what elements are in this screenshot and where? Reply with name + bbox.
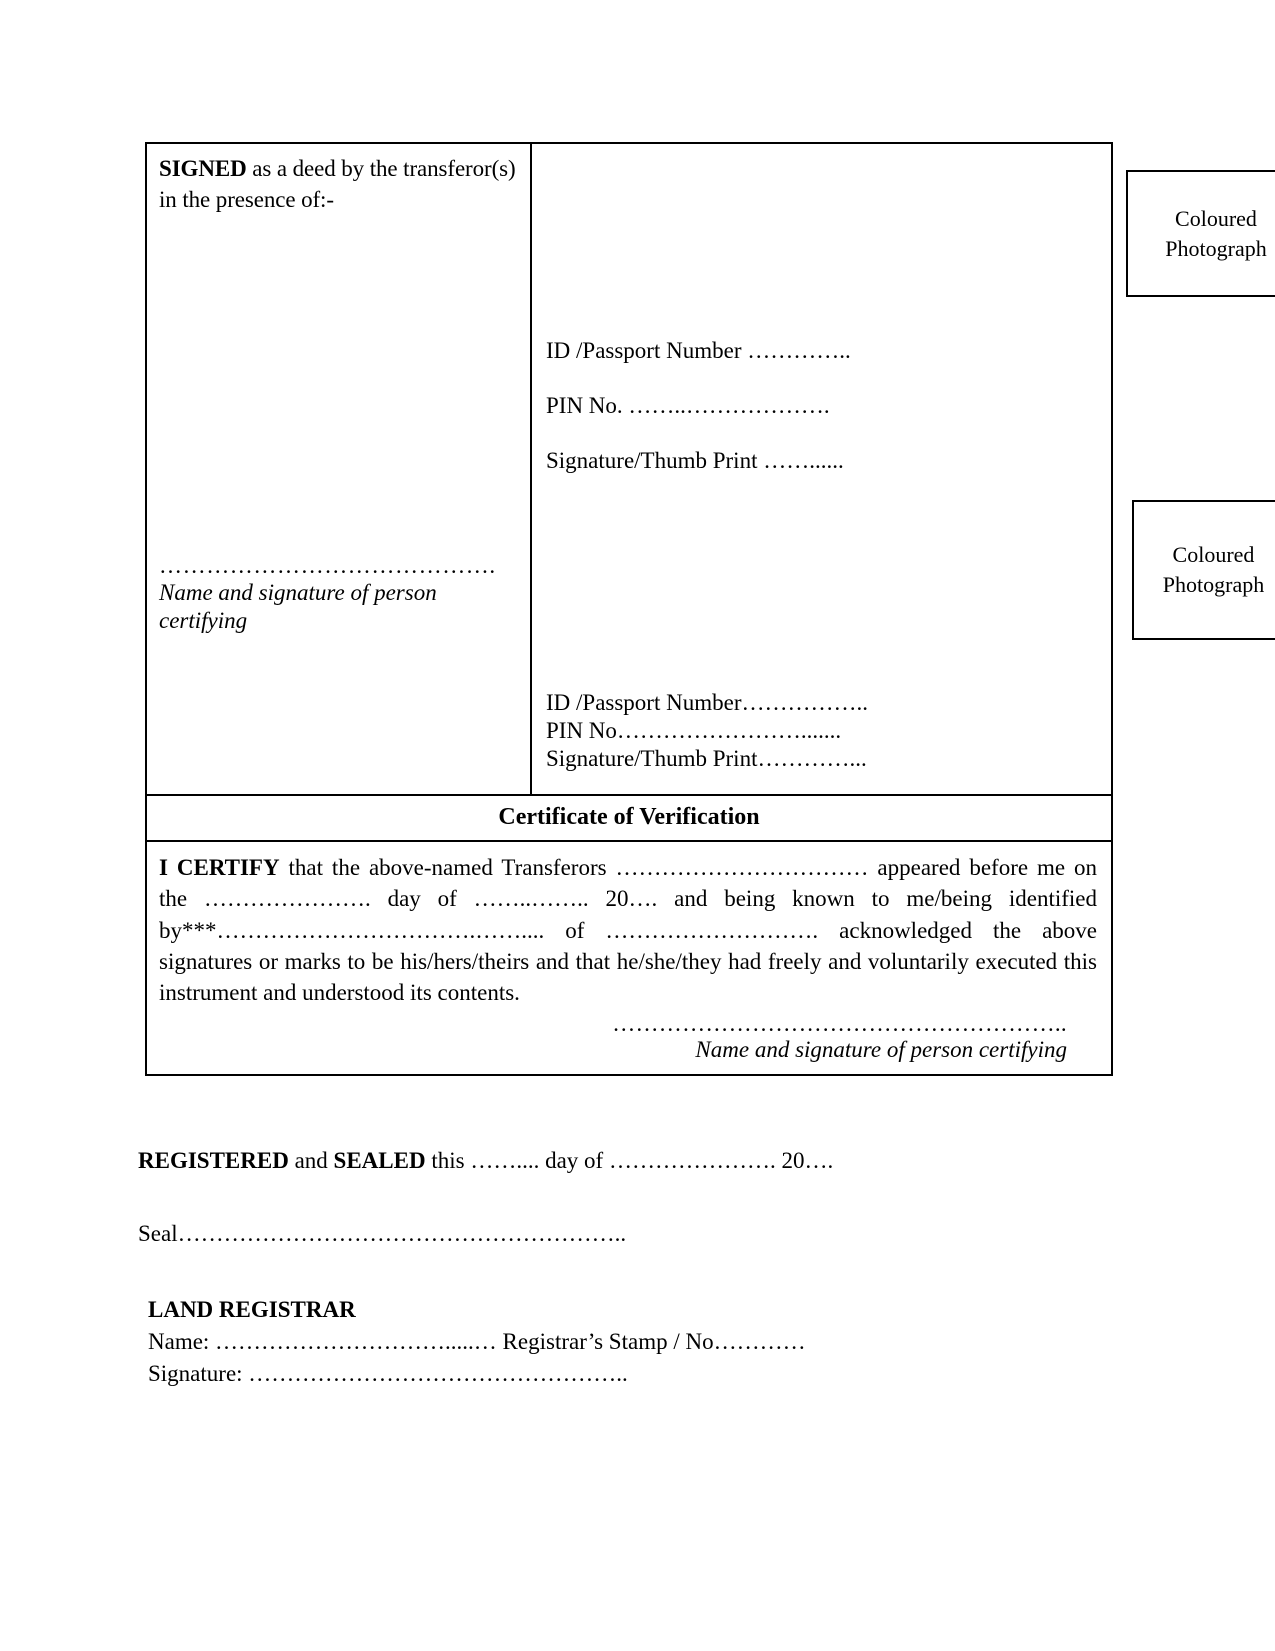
signed-keyword: SIGNED [159,156,247,181]
certifier-caption: Name and signature of person certifying [159,579,437,634]
photo-box-2-line1: Coloured [1172,542,1255,568]
coloured-photograph-box-2[interactable] [1132,500,1275,640]
registered-conjunction: and [288,1148,334,1173]
certify-paragraph-text: that the above-named Transferors …………………………… appeared before me on the …………………. day of ……..…….. 20…. and being known to me/being identified by***…………………………….…….... of ………………………. acknowledged the above signatures or marks to be his/hers/theirs and that he/she/they had freely and voluntarily executed this instrument and understood its contents. [159,855,1098,1006]
witness-left-cell [147,144,532,794]
registered-keyword: REGISTERED [138,1148,289,1173]
signed-as-deed-statement [159,154,518,215]
photo-box-1-line2: Photograph [1165,235,1267,261]
certifier-signature-block [159,553,514,636]
registered-tail-text[interactable]: this …….... day of …………………. 20…. [425,1148,834,1173]
witness-right-cell [532,144,1267,794]
certify-paragraph [159,852,1097,1008]
coloured-photograph-box-1[interactable] [1126,170,1275,297]
execution-table [145,142,1267,1076]
sealed-keyword: SEALED [333,1148,426,1173]
photo-box-1-line1: Coloured [1175,205,1257,231]
certificate-signature-dotted-line[interactable]: ………………………………………………….. [612,1011,1067,1037]
registrar-name-line[interactable]: Name: ………………………….....… Registrar’s Stamp / No………… [148,1328,806,1354]
registration-block [138,1148,1138,1386]
witness-1-signature-thumbprint-line[interactable]: Signature/Thumb Print ……...... [546,448,844,473]
witness-2-id-passport-line[interactable]: ID /Passport Number…………….. [546,690,868,715]
witness-2-signature-thumbprint-line[interactable]: Signature/Thumb Print…………... [546,746,867,771]
witness-2-pin-line[interactable]: PIN No……………………....... [546,718,842,743]
registered-and-sealed-line [138,1148,1138,1173]
signed-statement-rest: as a deed by the transferor(s) in the presence of:- [159,156,516,212]
witness-1-pin-line[interactable]: PIN No. ……..………………. [546,393,830,418]
seal-line[interactable]: Seal………………………………………………….. [138,1221,627,1247]
certificate-of-verification-heading: Certificate of Verification [147,794,1111,842]
certifier-dotted-line[interactable]: ……………………………………. [159,553,496,579]
witness-1-id-passport-line[interactable]: ID /Passport Number ………….. [546,338,851,363]
certificate-body-cell [147,842,1111,1074]
certificate-signature-block [159,1012,1097,1064]
i-certify-keyword: I CERTIFY [159,855,280,880]
photo-box-2-line2: Photograph [1162,572,1265,597]
land-registrar-heading: LAND REGISTRAR [148,1296,356,1322]
witness-row [147,144,1267,794]
certificate-signature-caption: Name and signature of person certifying [695,1037,1067,1063]
registrar-signature-line[interactable]: Signature: ………………………………………….. [148,1361,628,1387]
